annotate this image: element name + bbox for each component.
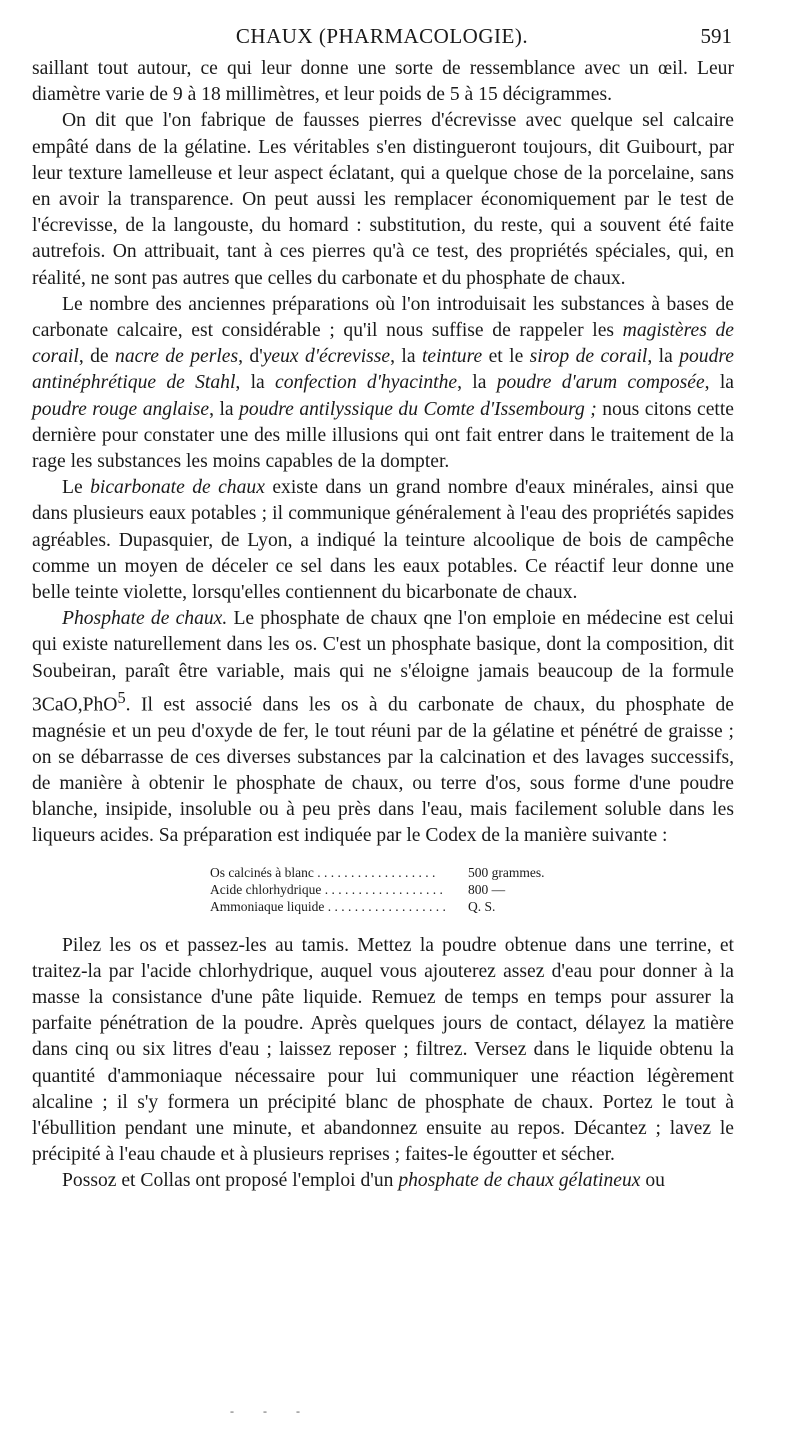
- text-run: , la: [209, 398, 240, 420]
- italic-term: bicarbonate de chaux: [90, 477, 265, 499]
- text-run: existe dans un grand nombre d'eaux minérales, ainsi que dans plusieurs eaux potables ; il communique généralement à l'eau des propriétés sapides agréables. Dupasquier, de Lyon, a indiqué la teinture alcoolique de bois de campêche comme un moyen de déceler ce sel dans les eaux potables. Ce réactif leur donne une belle teinte violette, lorsqu'elles contiennent du bicarbonate de chaux.: [32, 477, 735, 604]
- recipe-row: [210, 864, 734, 881]
- paragraph-5: [32, 606, 734, 849]
- text-run: Le phosphate de chaux qne l'on emploie en médecine est celui qui existe naturellement dans les os. C'est un phosphate basique, dont la composition, dit Soubeiran, paraît être variable, mais qui ne s'éloigne jamais beaucoup de la formule 3CaO,PhO: [32, 608, 734, 716]
- recipe-quantity: 800 —: [468, 881, 506, 897]
- italic-term: poudre antilyssique du Comte d'Issembourg ;: [239, 398, 597, 420]
- paragraph-2: On dit que l'on fabrique de fausses pierres d'écrevisse avec quelque sel calcaire empâté dans de la gélatine. Les véritables s'en distingueront toujours, dit Guibourt, par leur texture lamelleuse et leur aspect éclatant, qui a quelque chose de la porcelaine, sans en avoir la transparence. On peut aussi les remplacer économiquement par le test de l'écrevisse, de la langouste, du homard : substitution, du reste, qui a souvent été faite autrefois. On attribuait, tant à ces pierres qu'à ce test, des propriétés spéciales, qui, en réalité, ne sont pas autres que celles du carbonate et du phosphate de chaux.: [32, 110, 734, 289]
- paragraph-4: [32, 475, 734, 606]
- italic-term: nacre de perles: [115, 346, 239, 368]
- italic-term: phosphate de chaux gélatineux: [398, 1170, 641, 1192]
- section-heading: Phosphate de chaux.: [62, 608, 228, 630]
- text-run: , la: [704, 372, 734, 394]
- body-text: [32, 56, 734, 1195]
- footer-mark: -: [263, 1404, 267, 1418]
- recipe-row: [210, 881, 734, 898]
- footer-mark: -: [296, 1404, 300, 1418]
- italic-term: sirop de corail: [529, 346, 648, 368]
- italic-term: poudre d'arum composée: [496, 372, 705, 394]
- text-run: Le: [62, 477, 91, 499]
- footer-mark: -: [230, 1404, 234, 1418]
- recipe-table: [210, 864, 734, 915]
- italic-term: poudre antinéphrétique de Stahl: [32, 346, 734, 394]
- formula-superscript: 5: [117, 687, 126, 707]
- text-run: et le: [482, 346, 530, 368]
- italic-term: poudre rouge anglaise: [32, 398, 210, 420]
- page-number: 591: [700, 24, 732, 48]
- text-run: , la: [457, 372, 497, 394]
- recipe-ingredient: Os calcinés à blanc . . . . . . . . . . . . . . . . . .: [210, 864, 436, 880]
- text-run: . Il est associé dans les os à du carbonate de chaux, du phosphate de magnésie et un peu d'oxyde de fer, le tout réuni par de la gélatine et pénétré de graisse ; on se débarrasse de ces diverses substances par la calcination et des lavages successifs, de manière à obtenir le phosphate de chaux, ou terre d'os, sous forme d'une poudre blanche, insipide, insoluble ou à peu près dans l'eau, mais facilement soluble dans les liqueurs acides. Sa préparation est indiquée par le Codex de la manière suivante :: [32, 694, 734, 847]
- text-run: Le nombre des anciennes préparations où l'on introduisait les substances à bases de carbonate calcaire, est considérable ; qu'il nous suffise de rappeler les: [32, 293, 734, 342]
- text-run: , la: [390, 346, 422, 368]
- italic-term: confection d'hyacinthe: [275, 372, 458, 394]
- page-header: [32, 24, 732, 52]
- paragraph-7: [32, 1168, 734, 1194]
- paragraph-6: Pilez les os et passez-les au tamis. Mettez la poudre obtenue dans une terrine, et traitez-la par l'acide chlorhydrique, auquel vous ajouterez assez d'eau pour donner à la masse la consistance d'une pâte liquide. Remuez de temps en temps pour assurer la parfaite pénétration de la poudre. Après quelques jours de contact, délayez la matière dans cinq ou six litres d'eau ; laissez reposer ; filtrez. Versez dans le liquide obtenu la quantité d'ammoniaque nécessaire pour lui communiquer une réaction légèrement alcaline ; il s'y formera un précipité blanc de phosphate de chaux. Portez le tout à l'ébullition pendant une minute, et abandonnez ensuite au repos. Décantez ; lavez le précipité à l'eau chaude et à plusieurs reprises ; faites-le égoutter et sécher.: [32, 934, 734, 1166]
- recipe-quantity: 500 grammes.: [468, 864, 545, 880]
- italic-term: yeux d'écrevisse: [262, 346, 391, 368]
- text-run: , la: [647, 346, 680, 368]
- text-run: nous citons cette dernière pour constater une des mille illusions qui ont fait entrer dans le traitement de la rage les substances les moins capables de la dompter.: [32, 398, 734, 473]
- recipe-ingredient: Ammoniaque liquide . . . . . . . . . . . . . . . . . .: [210, 898, 446, 914]
- footer-marks: [230, 1404, 326, 1419]
- paragraph-1: saillant tout autour, ce qui leur donne une sorte de ressemblance avec un œil. Leur diamètre varie de 9 à 18 millimètres, et leur poids de 5 à 15 décigrammes.: [32, 58, 734, 106]
- running-head: CHAUX (PHARMACOLOGIE).: [235, 24, 529, 48]
- italic-term: teinture: [421, 346, 483, 368]
- recipe-quantity: Q. S.: [468, 898, 496, 914]
- paragraph-3: [32, 292, 734, 475]
- text-run: , la: [235, 372, 276, 394]
- text-run: Possoz et Collas ont proposé l'emploi d'un: [62, 1170, 399, 1192]
- text-run: ou: [640, 1170, 665, 1192]
- italic-term: magistères de corail: [32, 320, 734, 368]
- text-run: , d': [238, 346, 263, 368]
- recipe-row: [210, 898, 734, 915]
- text-run: , de: [78, 346, 116, 368]
- recipe-ingredient: Acide chlorhydrique . . . . . . . . . . . . . . . . . .: [210, 881, 443, 897]
